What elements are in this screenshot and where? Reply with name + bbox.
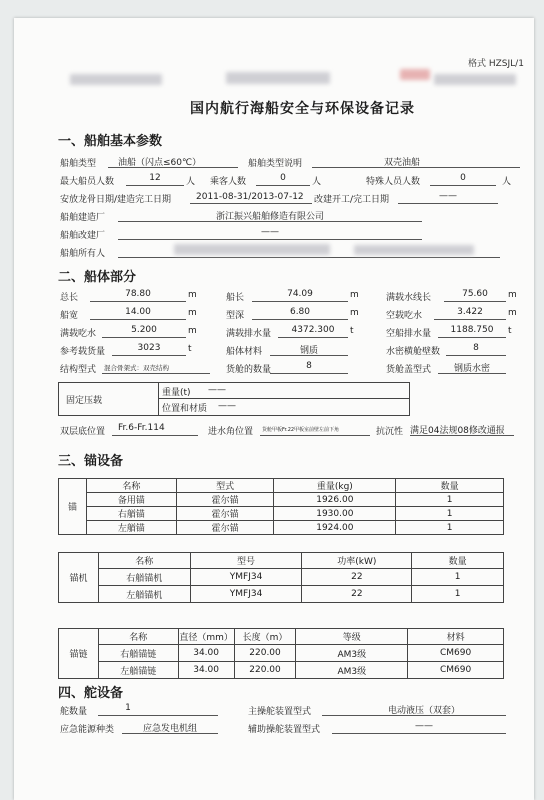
full-displacement-unit: t <box>350 326 354 336</box>
windlass-table <box>58 552 504 603</box>
bulkheads-value: 8 <box>473 343 479 353</box>
double-bottom-value: Fr.6-Fr.114 <box>118 423 165 433</box>
rebuild-dates-value: —— <box>439 191 457 201</box>
full-draft-value: 5.200 <box>131 325 157 335</box>
light-draft-unit: m <box>508 308 517 318</box>
document-page <box>14 18 534 800</box>
light-displacement-unit: t <box>508 326 512 336</box>
table-header: 数量 <box>412 553 504 569</box>
light-draft-value: 3.422 <box>457 307 483 317</box>
redacted-block <box>70 74 162 85</box>
holds-value: 8 <box>306 361 312 371</box>
rudder-count-label: 舵数量 <box>60 707 88 717</box>
flooding-angle-label: 进水角位置 <box>208 427 254 437</box>
table-row <box>59 493 504 507</box>
table-header: 直径（mm） <box>178 629 234 645</box>
page-title: 国内航行海船安全与环保设备记录 <box>190 101 415 117</box>
section-heading-hull: 二、船体部分 <box>58 270 137 285</box>
table-cell: 霍尔锚 <box>176 521 274 535</box>
full-draft-label: 满载吃水 <box>60 329 97 339</box>
ship-length-unit: m <box>350 290 359 300</box>
rebuild-dates-label: 改建开工/完工日期 <box>314 195 390 205</box>
table-cell: 1 <box>412 586 504 603</box>
special-label: 特殊人员人数 <box>366 177 421 187</box>
table-cell: 左艏锚链 <box>98 662 178 679</box>
table-header: 功率(kW) <box>302 553 412 569</box>
sinkage-label: 抗沉性 <box>376 427 404 437</box>
light-displacement-value: 1188.750 <box>450 325 494 335</box>
anchor-table <box>58 478 504 535</box>
cargo-capacity-value: 3023 <box>137 343 161 353</box>
full-displacement-value: 4372.300 <box>291 325 335 335</box>
table-cell: 1 <box>412 569 504 586</box>
light-draft-label: 空载吃水 <box>386 311 423 321</box>
table-cell: 1 <box>396 521 504 535</box>
ballast-weight-label: 重量(t) <box>162 388 191 398</box>
table-cell: 霍尔锚 <box>176 507 274 521</box>
passenger-label: 乘客人数 <box>210 177 247 187</box>
ship-length-label: 船长 <box>226 293 245 303</box>
waterline-length-unit: m <box>508 290 517 300</box>
bulkheads-label: 水密横舱壁数 <box>386 347 441 357</box>
redacted-block <box>400 69 430 80</box>
passenger-value: 0 <box>280 173 286 183</box>
table-header: 名称 <box>98 629 178 645</box>
crew-value: 12 <box>149 173 161 183</box>
light-displacement-label: 空船排水量 <box>386 329 432 339</box>
table-cell: 220.00 <box>234 645 296 662</box>
table-cell: 22 <box>302 586 412 603</box>
table-cell: 1 <box>396 493 504 507</box>
holds-label: 货舱的数量 <box>226 365 272 375</box>
anchor-side-label: 锚 <box>59 479 87 535</box>
builder-value: 浙江振兴船舶修造有限公司 <box>215 212 324 222</box>
table-cell: YMFJ34 <box>190 586 302 603</box>
table-cell: CM690 <box>408 645 504 662</box>
table-row <box>59 521 504 535</box>
crew-unit: 人 <box>186 177 196 187</box>
redacted-block <box>434 74 516 85</box>
aux-steering-value: —— <box>415 721 433 731</box>
passenger-unit: 人 <box>312 177 322 187</box>
table-header: 名称 <box>98 553 190 569</box>
table-cell: 34.00 <box>178 645 234 662</box>
aux-steering-label: 辅助操舵装置型式 <box>248 725 321 735</box>
table-cell: 1924.00 <box>274 521 396 535</box>
table-row <box>59 586 504 603</box>
full-draft-unit: m <box>188 326 197 336</box>
depth-value: 6.80 <box>289 307 311 317</box>
table-row <box>59 662 504 679</box>
table-cell: 220.00 <box>234 662 296 679</box>
dates-label: 安放龙骨日期/建造完工日期 <box>60 195 172 205</box>
section-heading-rudder: 四、舵设备 <box>58 686 124 701</box>
table-header: 等级 <box>296 629 408 645</box>
depth-label: 型深 <box>226 311 245 321</box>
table-cell: 右艏锚机 <box>98 569 190 586</box>
table-header: 数量 <box>396 479 504 493</box>
rudder-count-value: 1 <box>125 703 131 713</box>
cargo-capacity-label: 参考载货量 <box>60 347 106 357</box>
table-cell: 右艏锚 <box>86 507 176 521</box>
special-unit: 人 <box>502 177 512 187</box>
redacted-block <box>354 245 474 255</box>
hatch-label: 货舱盖型式 <box>386 365 432 375</box>
ballast-position-value: —— <box>218 401 236 411</box>
double-bottom-label: 双层底位置 <box>60 427 106 437</box>
rebuilder-value: —— <box>261 227 279 237</box>
table-cell: CM690 <box>408 662 504 679</box>
table-cell: 1926.00 <box>274 493 396 507</box>
owner-label: 船舶所有人 <box>60 249 106 259</box>
table-header: 型号 <box>190 553 302 569</box>
emergency-power-label: 应急能源种类 <box>60 725 115 735</box>
structure-label: 结构型式 <box>60 365 97 375</box>
crew-label: 最大船员人数 <box>60 177 115 187</box>
table-cell: 霍尔锚 <box>176 493 274 507</box>
redacted-block <box>174 244 330 255</box>
full-displacement-label: 满载排水量 <box>226 329 272 339</box>
main-steering-value: 电动液压（双套） <box>387 706 460 716</box>
table-row <box>59 569 504 586</box>
ballast-position-label: 位置和材质 <box>162 404 208 414</box>
ship-type-value: 油船（闪点≤60℃） <box>118 158 202 168</box>
cargo-capacity-unit: t <box>188 344 192 354</box>
table-header: 名称 <box>86 479 176 493</box>
waterline-length-value: 75.60 <box>462 289 488 299</box>
table-cell: 1 <box>396 507 504 521</box>
table-cell: AM3级 <box>296 662 408 679</box>
table-row <box>59 507 504 521</box>
table-cell: AM3级 <box>296 645 408 662</box>
table-row <box>59 645 504 662</box>
table-cell: 34.00 <box>178 662 234 679</box>
table-header: 材料 <box>408 629 504 645</box>
chain-side-label: 锚链 <box>59 629 99 679</box>
table-cell: YMFJ34 <box>190 569 302 586</box>
format-code: 格式 HZSJL/1 <box>468 59 524 69</box>
table-cell: 1930.00 <box>274 507 396 521</box>
table-header: 重量(kg) <box>274 479 396 493</box>
ship-type-label: 船舶类型 <box>60 159 97 169</box>
rebuilder-label: 船舶改建厂 <box>60 231 106 241</box>
special-value: 0 <box>460 173 466 183</box>
ship-type-desc-value: 双壳油船 <box>384 158 421 168</box>
main-steering-label: 主操舵装置型式 <box>248 707 312 717</box>
beam-unit: m <box>188 308 197 318</box>
overall-length-unit: m <box>188 290 197 300</box>
ship-length-value: 74.09 <box>287 289 313 299</box>
flooding-angle-value: 货舱甲板Fr.22甲板室前壁左前下角 <box>262 427 340 433</box>
overall-length-value: 78.80 <box>125 289 151 299</box>
hull-material-label: 船体材料 <box>226 347 263 357</box>
dates-value: 2011-08-31/2013-07-12 <box>196 192 304 202</box>
depth-unit: m <box>350 308 359 318</box>
anchor-chain-table <box>58 628 504 679</box>
windlass-side-label: 锚机 <box>59 553 99 603</box>
table-cell: 备用锚 <box>86 493 176 507</box>
table-cell: 左艏锚机 <box>98 586 190 603</box>
table-cell: 22 <box>302 569 412 586</box>
builder-label: 船舶建造厂 <box>60 213 106 223</box>
table-cell: 左艏锚 <box>86 521 176 535</box>
table-header: 长度（m） <box>234 629 296 645</box>
structure-value: 混合骨架式：双壳结构 <box>104 364 169 372</box>
table-cell: 右艏锚链 <box>98 645 178 662</box>
beam-value: 14.00 <box>125 307 151 317</box>
table-header: 型式 <box>176 479 274 493</box>
ballast-label: 固定压载 <box>66 396 103 406</box>
hull-material-value: 钢质 <box>299 346 318 356</box>
ship-type-desc-label: 船舶类型说明 <box>248 159 303 169</box>
overall-length-label: 总长 <box>60 293 79 303</box>
emergency-power-value: 应急发电机组 <box>142 724 197 734</box>
waterline-length-label: 满载水线长 <box>386 293 432 303</box>
hatch-value: 钢质水密 <box>453 364 490 374</box>
beam-label: 船宽 <box>60 311 79 321</box>
section-heading-anchor: 三、锚设备 <box>58 454 124 469</box>
sinkage-value: 满足04法规08修改通报 <box>410 426 505 436</box>
ballast-weight-value: —— <box>208 385 226 395</box>
section-heading-basic: 一、船舶基本参数 <box>58 134 163 149</box>
redacted-block <box>226 72 330 84</box>
